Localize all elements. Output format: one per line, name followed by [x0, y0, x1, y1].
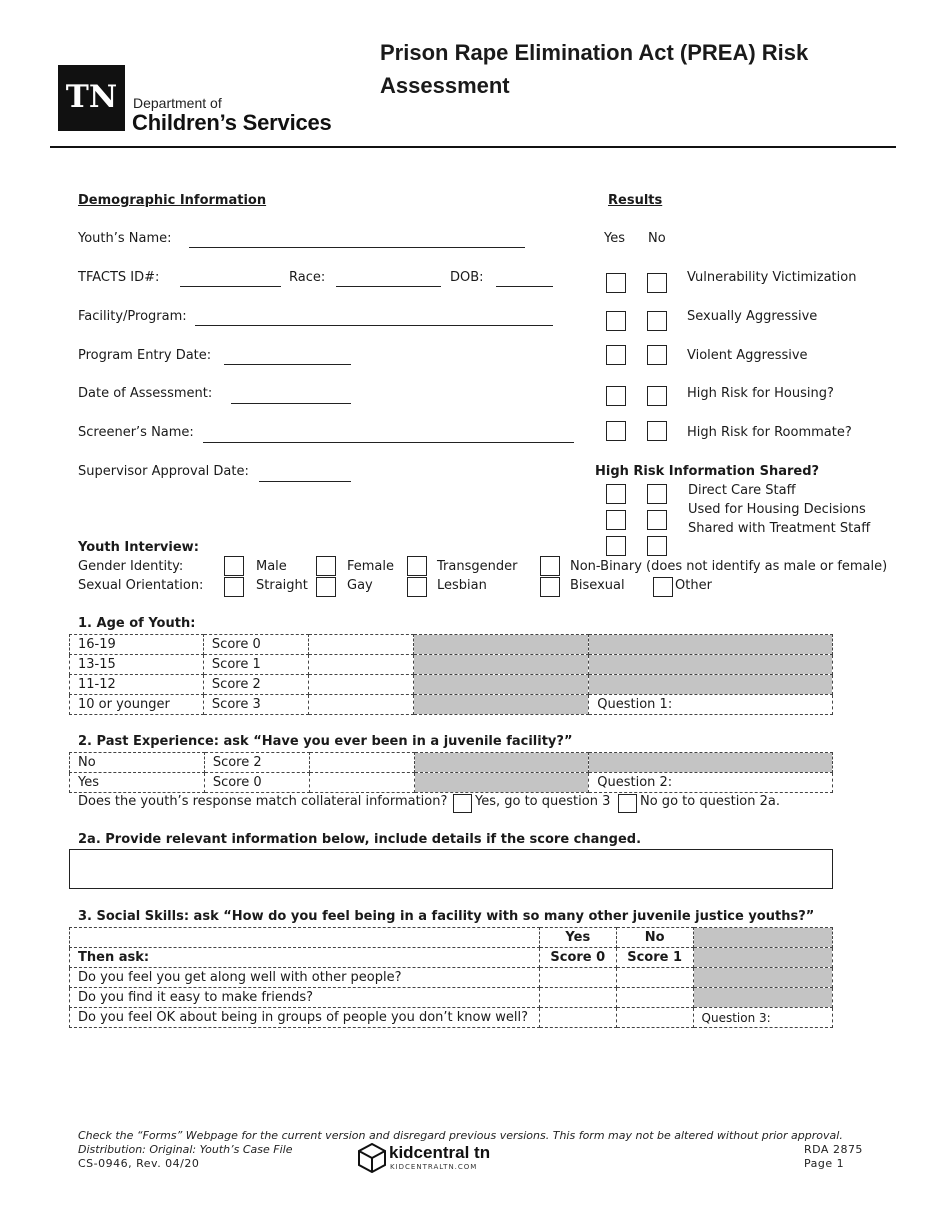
- q1-heading: 1. Age of Youth:: [78, 616, 196, 631]
- collateral-yes-checkbox[interactable]: [453, 794, 472, 813]
- results-no-label: No: [648, 231, 666, 246]
- violent-aggressive-yes-checkbox[interactable]: [606, 345, 626, 365]
- q3-yes-header: Yes: [539, 928, 616, 948]
- high-risk-housing-yes-checkbox[interactable]: [606, 386, 626, 406]
- race-field[interactable]: [336, 286, 441, 287]
- table-row: [70, 1008, 833, 1028]
- shared-item-treatment-staff: Shared with Treatment Staff: [688, 521, 871, 536]
- result-item-vulnerability: Vulnerability Victimization: [687, 270, 857, 285]
- table-row: [70, 773, 833, 793]
- q3-question-cell: Do you feel you get along well with other people?: [70, 968, 540, 988]
- facility-field[interactable]: [195, 325, 553, 326]
- tn-logo: TN: [58, 65, 125, 131]
- collateral-question: Does the youth’s response match collateral information?: [78, 794, 448, 809]
- gender-nonbinary-checkbox[interactable]: [540, 556, 560, 576]
- orientation-other-label: Other: [675, 578, 712, 593]
- q3-no-cell[interactable]: [616, 988, 693, 1008]
- q1-table: [69, 634, 833, 715]
- screener-field[interactable]: [203, 442, 574, 443]
- gender-label: Gender Identity:: [78, 559, 184, 574]
- shared-item-direct-care: Direct Care Staff: [688, 483, 796, 498]
- orientation-bisexual-checkbox[interactable]: [540, 577, 560, 597]
- q1-mark-cell[interactable]: [308, 635, 413, 655]
- table-row: [70, 655, 833, 675]
- orientation-straight-label: Straight: [256, 578, 308, 593]
- department-label: Department of: [133, 95, 222, 111]
- assessment-date-label: Date of Assessment:: [78, 386, 213, 401]
- kidcentral-cube-icon: [357, 1143, 387, 1173]
- q1-score-cell: Score 2: [203, 675, 308, 695]
- table-row: [70, 988, 833, 1008]
- sexually-aggressive-no-checkbox[interactable]: [647, 311, 667, 331]
- q1-score-cell: Score 3: [203, 695, 308, 715]
- q2-mark-cell[interactable]: [309, 773, 414, 793]
- supervisor-date-field[interactable]: [259, 481, 351, 482]
- entry-date-label: Program Entry Date:: [78, 348, 212, 363]
- shared-item-housing-decisions: Used for Housing Decisions: [688, 502, 866, 517]
- tfacts-label: TFACTS ID#:: [78, 270, 160, 285]
- high-risk-roommate-yes-checkbox[interactable]: [606, 421, 626, 441]
- orientation-straight-checkbox[interactable]: [224, 577, 244, 597]
- footer-distribution: Distribution: Original: Youth’s Case File: [78, 1143, 293, 1156]
- housing-decisions-yes-checkbox[interactable]: [606, 510, 626, 530]
- form-title: Prison Rape Elimination Act (PREA) Risk Assessment: [380, 40, 809, 98]
- q2a-heading: 2a. Provide relevant information below, include details if the score changed.: [78, 832, 642, 847]
- q3-question-cell: Do you find it easy to make friends?: [70, 988, 540, 1008]
- q1-age-cell: 13-15: [70, 655, 204, 675]
- result-item-high-risk-housing: High Risk for Housing?: [687, 386, 834, 401]
- q2-score-cell: Score 2: [204, 753, 309, 773]
- high-risk-roommate-no-checkbox[interactable]: [647, 421, 667, 441]
- treatment-staff-yes-checkbox[interactable]: [606, 536, 626, 556]
- q2-answer-cell: Yes: [70, 773, 205, 793]
- q3-no-cell[interactable]: [616, 1008, 693, 1028]
- result-item-sexually-aggressive: Sexually Aggressive: [687, 309, 818, 324]
- q3-question-cell: Do you feel OK about being in groups of people you don’t know well?: [70, 1008, 540, 1028]
- q1-result-cell[interactable]: Question 1:: [589, 695, 833, 715]
- q3-yes-cell[interactable]: [539, 1008, 616, 1028]
- q2-table: [69, 752, 833, 793]
- treatment-staff-no-checkbox[interactable]: [647, 536, 667, 556]
- q2-result-cell[interactable]: Question 2:: [589, 773, 833, 793]
- q3-then-ask: Then ask:: [70, 948, 540, 968]
- q3-yes-score: Score 0: [539, 948, 616, 968]
- q2-heading: 2. Past Experience: ask “Have you ever been in a juvenile facility?”: [78, 734, 573, 749]
- department-name: Children’s Services: [132, 110, 332, 135]
- q3-yes-cell[interactable]: [539, 968, 616, 988]
- q3-table: [69, 927, 833, 1028]
- collateral-no-checkbox[interactable]: [618, 794, 637, 813]
- table-row: [70, 635, 833, 655]
- q3-yes-cell[interactable]: [539, 988, 616, 1008]
- table-row: [70, 928, 833, 948]
- orientation-gay-label: Gay: [347, 578, 373, 593]
- q2-score-cell: Score 0: [204, 773, 309, 793]
- race-label: Race:: [289, 270, 326, 285]
- youth-name-label: Youth’s Name:: [78, 231, 172, 246]
- kidcentral-brand: kidcentral tn: [389, 1143, 491, 1162]
- sexually-aggressive-yes-checkbox[interactable]: [606, 311, 626, 331]
- orientation-lesbian-label: Lesbian: [437, 578, 487, 593]
- screener-label: Screener’s Name:: [78, 425, 194, 440]
- table-row: [70, 675, 833, 695]
- collateral-no-label: No go to question 2a.: [640, 794, 780, 809]
- supervisor-date-label: Supervisor Approval Date:: [78, 464, 249, 479]
- assessment-date-field[interactable]: [231, 403, 351, 404]
- vulnerability-no-checkbox[interactable]: [647, 273, 667, 293]
- housing-decisions-no-checkbox[interactable]: [647, 510, 667, 530]
- orientation-gay-checkbox[interactable]: [316, 577, 336, 597]
- demographic-heading: Demographic Information: [78, 193, 267, 208]
- violent-aggressive-no-checkbox[interactable]: [647, 345, 667, 365]
- gender-transgender-checkbox[interactable]: [407, 556, 427, 576]
- tfacts-field[interactable]: [180, 286, 281, 287]
- q3-result-cell[interactable]: Question 3:: [693, 1008, 832, 1028]
- q1-age-cell: 11-12: [70, 675, 204, 695]
- dob-label: DOB:: [450, 270, 484, 285]
- q3-no-cell[interactable]: [616, 968, 693, 988]
- orientation-other-checkbox[interactable]: [653, 577, 673, 597]
- interview-heading: Youth Interview:: [78, 540, 199, 555]
- gender-female-label: Female: [347, 559, 395, 574]
- shared-heading: High Risk Information Shared?: [595, 464, 820, 479]
- gender-transgender-label: Transgender: [437, 559, 518, 574]
- footer-rda: RDA 2875: [804, 1143, 863, 1156]
- collateral-yes-label: Yes, go to question 3: [475, 794, 611, 809]
- footer-notice: Check the “Forms” Webpage for the current version and disregard previous versions. This form may not be altered without prior approval.: [78, 1129, 843, 1142]
- q2-mark-cell[interactable]: [309, 753, 414, 773]
- q1-mark-cell[interactable]: [308, 695, 413, 715]
- gender-nonbinary-label: Non-Binary (does not identify as male or female): [570, 559, 888, 574]
- q1-score-cell: Score 0: [203, 635, 308, 655]
- youth-name-field[interactable]: [189, 247, 525, 248]
- table-row: [70, 753, 833, 773]
- q2-answer-cell: No: [70, 753, 205, 773]
- header-divider: [50, 146, 896, 148]
- footer-page: Page 1: [804, 1157, 845, 1170]
- q3-heading: 3. Social Skills: ask “How do you feel being in a facility with so many other juvenile justice youths?”: [78, 909, 815, 924]
- direct-care-no-checkbox[interactable]: [647, 484, 667, 504]
- dob-field[interactable]: [496, 286, 553, 287]
- results-heading: Results: [608, 193, 663, 208]
- orientation-lesbian-checkbox[interactable]: [407, 577, 427, 597]
- orientation-bisexual-label: Bisexual: [570, 578, 625, 593]
- vulnerability-yes-checkbox[interactable]: [606, 273, 626, 293]
- result-item-high-risk-roommate: High Risk for Roommate?: [687, 425, 852, 440]
- q2a-text-box[interactable]: [69, 849, 833, 889]
- direct-care-yes-checkbox[interactable]: [606, 484, 626, 504]
- q1-age-cell: 16-19: [70, 635, 204, 655]
- q3-no-score: Score 1: [616, 948, 693, 968]
- kidcentral-url: KIDCENTRALTN.COM: [390, 1163, 478, 1171]
- q3-no-header: No: [616, 928, 693, 948]
- result-item-violent-aggressive: Violent Aggressive: [687, 348, 808, 363]
- q1-age-cell: 10 or younger: [70, 695, 204, 715]
- table-row: [70, 695, 833, 715]
- high-risk-housing-no-checkbox[interactable]: [647, 386, 667, 406]
- q1-mark-cell[interactable]: [308, 675, 413, 695]
- footer-form-number: CS-0946, Rev. 04/20: [78, 1157, 200, 1170]
- gender-male-checkbox[interactable]: [224, 556, 244, 576]
- orientation-label: Sexual Orientation:: [78, 578, 204, 593]
- gender-female-checkbox[interactable]: [316, 556, 336, 576]
- entry-date-field[interactable]: [224, 364, 351, 365]
- gender-male-label: Male: [256, 559, 287, 574]
- q1-score-cell: Score 1: [203, 655, 308, 675]
- q1-mark-cell[interactable]: [308, 655, 413, 675]
- results-yes-label: Yes: [604, 231, 625, 246]
- table-row: [70, 968, 833, 988]
- table-row: [70, 948, 833, 968]
- facility-label: Facility/Program:: [78, 309, 187, 324]
